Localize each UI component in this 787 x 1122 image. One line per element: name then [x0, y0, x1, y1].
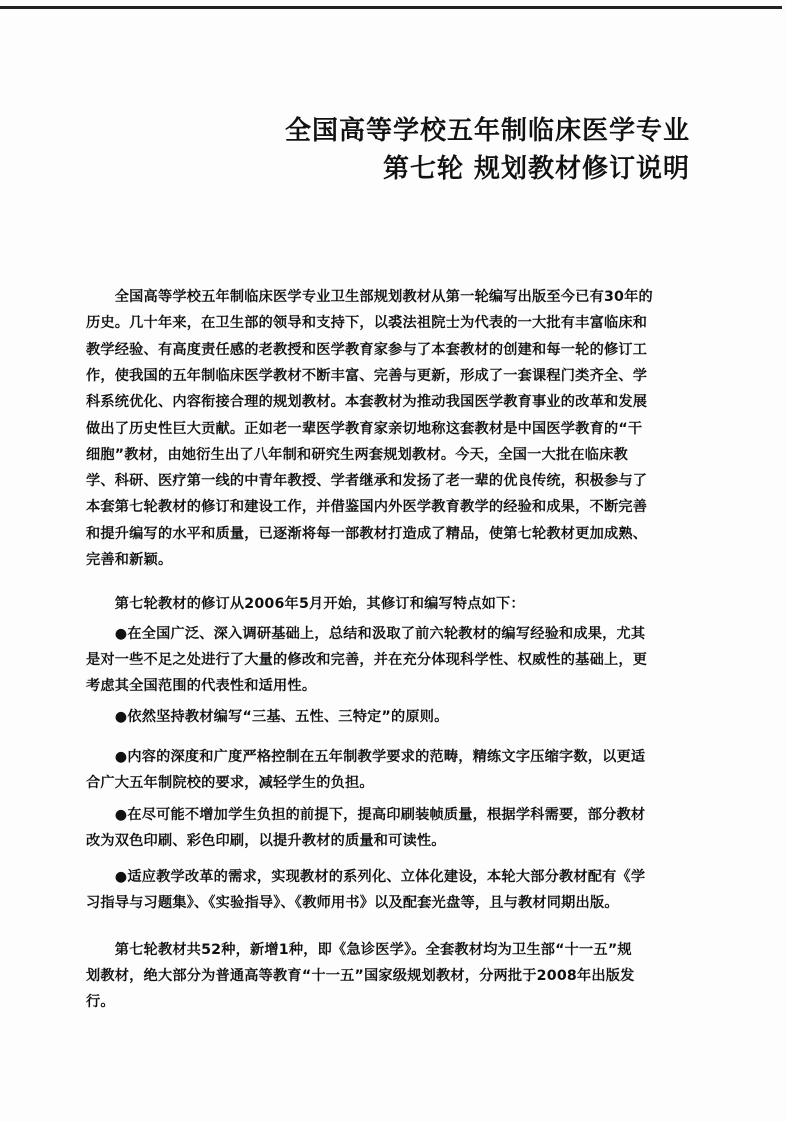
paragraph-line: 和提升编写的水平和质量，已逐渐将每一部教材打造成了精品，使第七轮教材更加成熟、 [86, 525, 648, 542]
paragraph-line: 作，使我国的五年制临床医学教材不断丰富、完善与更新，形成了一套课程门类齐全、学 [86, 367, 648, 384]
paragraph-line: 全国高等学校五年制临床医学专业卫生部规划教材从第一轮编写出版至今已有30年的 [86, 289, 653, 305]
bullet-line: 是对一些不足之处进行了大量的修改和完善，并在充分体现科学性、权威性的基础上，更 [86, 652, 648, 668]
title-line-1: 全国高等学校五年制临床医学专业 [284, 116, 690, 146]
paragraph-line: 做出了历史性巨大贡献。正如老一辈医学教育家亲切地称这套教材是中国医学教育的“干 [86, 420, 643, 437]
bullet-line: ●在尽可能不增加学生负担的前提下，提高印刷装帧质量，根据学科需要，部分教材 [86, 807, 646, 823]
paragraph-line: 学、科研、医疗第一线的中青年教授、学者继承和发扬了老一辈的优良传统，积极参与了 [86, 473, 648, 490]
bullet-line: 习指导与习题集》、《实验指导》、《教师用书》以及配套光盘等，且与教材同期出版。 [86, 895, 619, 911]
title-line-2: 第七轮 规划教材修订说明 [382, 154, 690, 184]
bullet-line: ●适应教学改革的需求，实现教材的系列化、立体化建设，本轮大部分教材配有《学 [86, 869, 646, 885]
paragraph-line: 划教材，绝大部分为普通高等教育“十一五”国家级规划教材，分两批于2008年出版发 [86, 968, 635, 984]
bullet-line: ●依然坚持教材编写“三基、五性、三特定”的原则。 [86, 709, 449, 725]
top-border-line [0, 6, 782, 9]
paragraph-line: 科系统优化、内容衔接合理的规划教材。本套教材为推动我国医学教育事业的改革和发展 [86, 394, 648, 411]
paragraph-line: 历史。几十年来，在卫生部的领导和支持下，以裘法祖院士为代表的一大批有丰富临床和 [86, 315, 648, 332]
bullet-line: ●内容的深度和广度严格控制在五年制教学要求的范畴，精练文字压缩字数，以更适 [86, 749, 646, 765]
features-heading: 第七轮教材的修订从2006年5月开始，其修订和编写特点如下： [86, 596, 525, 612]
bullet-line: 改为双色印刷、彩色印刷，以提升教材的质量和可读性。 [86, 833, 446, 849]
paragraph-line: 第七轮教材共52种，新增1种，即《急诊医学》。全套教材均为卫生部“十一五”规 [86, 942, 632, 958]
paragraph-line: 细胞”教材，由她衍生出了八年制和研究生两套规划教材。今天，全国一大批在临床教 [86, 446, 628, 463]
bullet-line: ●在全国广泛、深入调研基础上，总结和汲取了前六轮教材的编写经验和成果，尤其 [86, 626, 646, 642]
paragraph-line: 完善和新颖。 [86, 552, 173, 568]
bullet-line: 考虑其全国范围的代表性和适用性。 [86, 678, 317, 694]
bullet-line: 合广大五年制院校的要求，减轻学生的负担。 [86, 775, 374, 791]
paragraph-line: 教学经验、有高度责任感的老教授和医学教育家参与了本套教材的创建和每一轮的修订工 [86, 341, 648, 358]
paragraph-line: 本套第七轮教材的修订和建设工作，并借鉴国内外医学教育教学的经验和成果，不断完善 [86, 499, 648, 516]
paragraph-line: 行。 [86, 994, 115, 1010]
